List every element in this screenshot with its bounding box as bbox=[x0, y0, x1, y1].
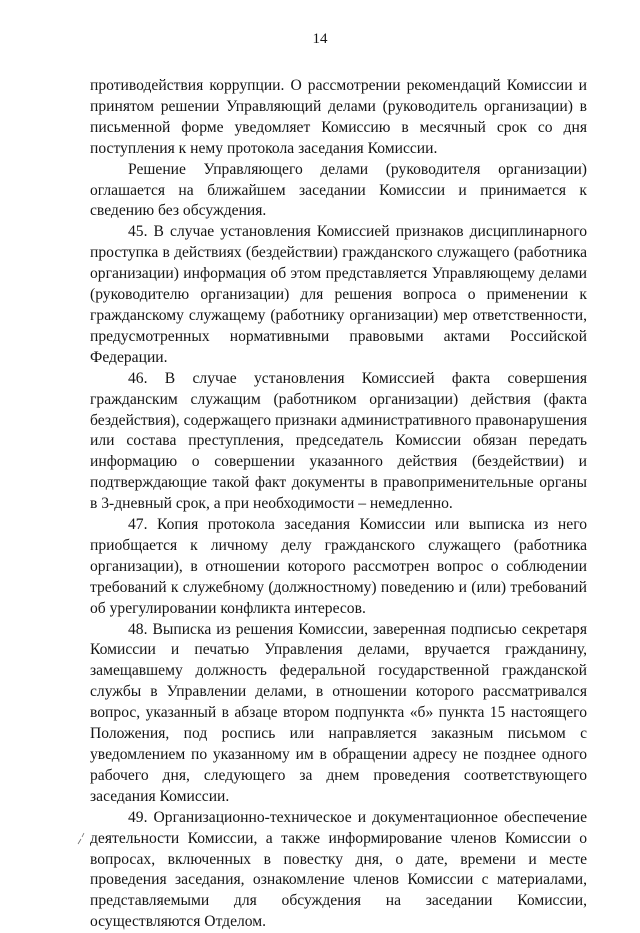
paragraph-clause-49: 49. Организационно-техническое и документационное обеспечение деятельности Комиссии, а также информирование членов Комиссии о вопросах, включенных в повестку дня, о дате, времени и месте проведения заседания, ознакомление членов Комиссии с материалами, представляемыми для обсуждения на заседании Комиссии, осуществляются Отделом. bbox=[90, 808, 587, 931]
document-body bbox=[90, 76, 587, 933]
paragraph-clause-45: 45. В случае установления Комиссией признаков дисциплинарного проступка в действиях (бездействии) гражданского служащего (работника организации) информация об этом представляется Управляющему делами (руководителю организации) для решения вопроса о применении к гражданскому служащему (работнику организации) мер ответственности, предусмотренных нормативными правовыми актами Российской Федерации. bbox=[90, 223, 587, 366]
paragraph-continuation: противодействия коррупции. О рассмотрении рекомендаций Комиссии и принятом решении Управляющий делами (руководитель организации) в письменной форме уведомляет Комиссию в месячный срок со дня поступления к нему протокола заседания Комиссии. bbox=[90, 77, 587, 157]
paragraph-clause-47: 47. Копия протокола заседания Комиссии или выписка из него приобщается к личному делу гражданского служащего (работника организации), в отношении которого рассмотрен вопрос о соблюдении требований к служебному (должностному) поведению и (или) требований об урегулировании конфликта интересов. bbox=[90, 516, 587, 617]
paragraph-clause-48: 48. Выписка из решения Комиссии, заверенная подписью секретаря Комиссии и печатью Управления делами, вручается гражданину, замещавшему должность федеральной государственной гражданской службы в Управлении делами, в отношении которого рассматривался вопрос, указанный в абзаце втором подпункта «б» пункта 15 настоящего Положения, под роспись или направляется заказным письмом с уведомлением по указанному им в обращении адресу не позднее одного рабочего дня, следующего за днем проведения соответствующего заседания Комиссии. bbox=[90, 620, 587, 805]
paragraph-clause-46: 46. В случае установления Комиссией факта совершения гражданским служащим (работником организации) действия (факта бездействия), содержащего признаки административного правонарушения или состава преступления, председатель Комиссии обязан передать информацию о совершении указанного действия (бездействии) и подтверждающие такой факт документы в правоприменительные органы в 3-дневный срок, а при необходимости – немедленно. bbox=[90, 369, 587, 513]
page-number: 14 bbox=[312, 31, 328, 47]
paragraph-decision-announcement: Решение Управляющего делами (руководителя организации) оглашается на ближайшем заседании Комиссии и принимается к сведению без обсуждения. bbox=[90, 160, 587, 220]
scan-mark bbox=[76, 832, 86, 846]
